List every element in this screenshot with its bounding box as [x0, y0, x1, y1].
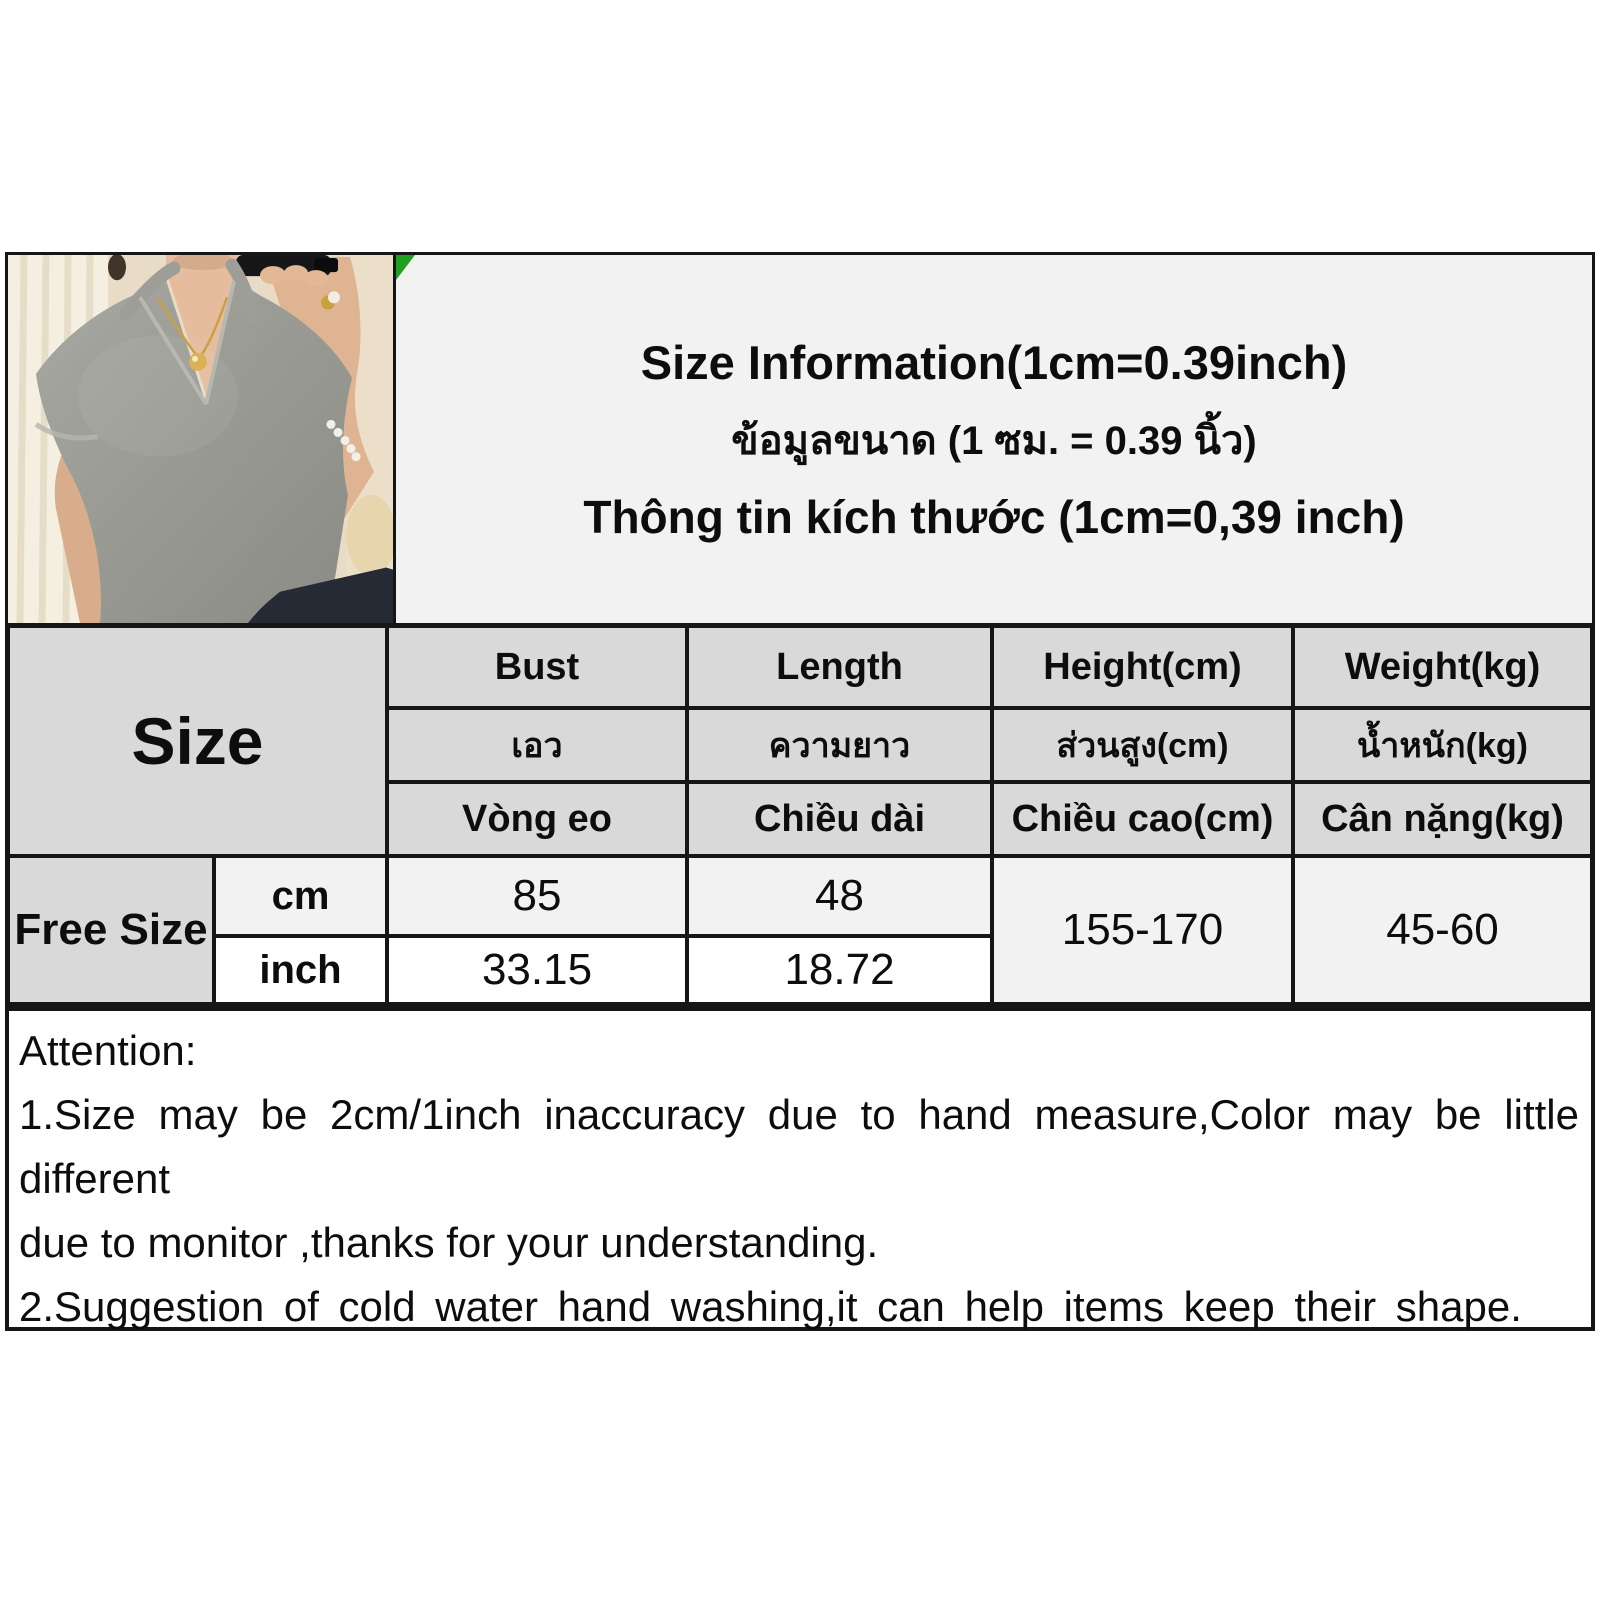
header-bust-th: เอว [387, 708, 687, 782]
green-corner-marker-icon [396, 255, 415, 280]
phone-camera [314, 258, 338, 272]
header-length-th: ความยาว [687, 708, 992, 782]
header-height-en: Height(cm) [992, 626, 1293, 708]
title-vietnamese: Thông tin kích thước (1cm=0,39 inch) [583, 490, 1405, 543]
header-weight-en: Weight(kg) [1293, 626, 1592, 708]
title-cell [396, 255, 1592, 623]
attention-note1-line1: 1.Size may be 2cm/1inch inaccuracy due to hand measure,Color may be little different [19, 1091, 1579, 1202]
title-thai: ข้อมูลขนาด (1 ซม. = 0.39 นิ้ว) [731, 418, 1257, 463]
value-length-cm: 48 [687, 856, 992, 936]
header-length-en: Length [687, 626, 992, 708]
hair-strand [108, 255, 126, 280]
photo-cell [8, 255, 396, 623]
value-bust-cm: 85 [387, 856, 687, 936]
header-weight-vi: Cân nặng(kg) [1293, 782, 1592, 856]
pendant-highlight [192, 356, 198, 362]
top-row [5, 252, 1595, 623]
header-bust-en: Bust [387, 626, 687, 708]
header-bust-vi: Vòng eo [387, 782, 687, 856]
pearl-ring [328, 291, 340, 303]
value-height-range: 155-170 [992, 856, 1293, 1004]
title-english: Size Information(1cm=0.39inch) [640, 335, 1348, 389]
knit-highlight [78, 336, 238, 457]
header-length-vi: Chiều dài [687, 782, 992, 856]
unit-cm-label: cm [214, 856, 387, 936]
unit-inch-label: inch [214, 936, 387, 1004]
corner-label-size: Size [8, 626, 387, 856]
header-weight-th: น้ำหนัก(kg) [1293, 708, 1592, 782]
size-table [5, 623, 1595, 1007]
attention-heading: Attention: [19, 1027, 197, 1074]
model-photo [8, 255, 393, 623]
necklace-pendant [189, 353, 207, 371]
attention-note1-line2: due to monitor ,thanks for your understanding. [19, 1219, 879, 1266]
size-chart-sheet [5, 252, 1595, 1331]
value-weight-range: 45-60 [1293, 856, 1592, 1004]
attention-note2: 2.Suggestion of cold water hand washing,it can help items keep their shape. [19, 1283, 1522, 1330]
value-bust-inch: 33.15 [387, 936, 687, 1004]
header-height-th: ส่วนสูง(cm) [992, 708, 1293, 782]
row-label-free-size: Free Size [8, 856, 214, 1004]
attention-box [5, 1007, 1595, 1331]
value-length-inch: 18.72 [687, 936, 992, 1004]
header-height-vi: Chiều cao(cm) [992, 782, 1293, 856]
